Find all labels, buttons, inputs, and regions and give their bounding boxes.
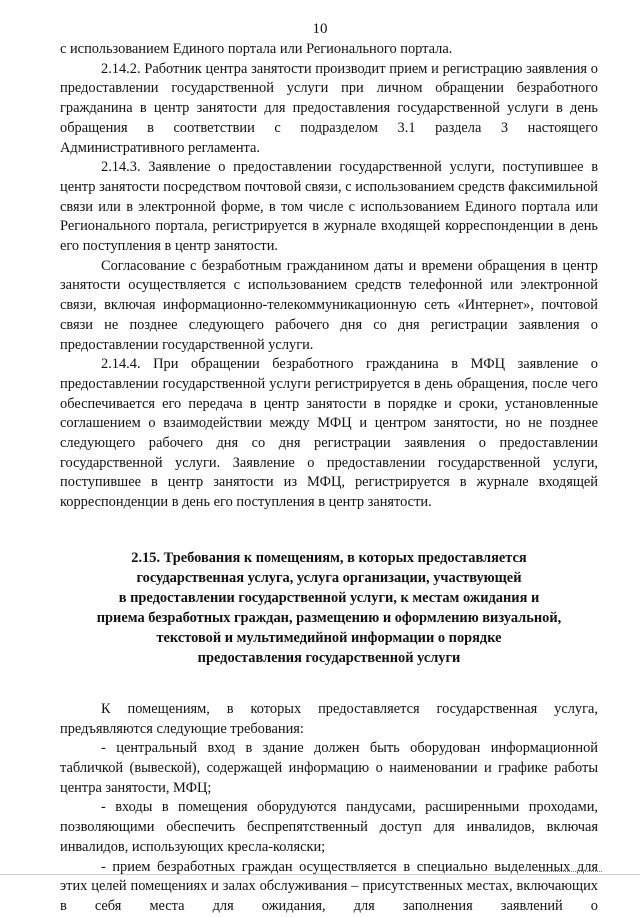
requirements-intro: К помещениям, в которых предоставляется государственная услуга, предъявляются следующие требования:	[60, 700, 598, 737]
requirement-item-entrance-sign: - центральный вход в здание должен быть оборудован информационной табличкой (вывеской), содержащей информацию о наименовании и графике работы центра занятости, МФЦ;	[60, 740, 598, 796]
document-body	[60, 40, 598, 917]
section-heading-line: текстовой и мультимедийной информации о порядке	[156, 629, 502, 646]
section-heading-2-15	[60, 548, 598, 668]
footer-stamp-mark	[540, 871, 602, 874]
paragraph-2-14-2: 2.14.2. Работник центра занятости производит прием и регистрацию заявления о предоставлении государственной услуги при личном обращении безработного гражданина в центр занятости для предоставления государственной услуги в день обращения в соответствии с подразделом 3.1 раздела 3 настоящего Административного регламента.	[60, 60, 598, 156]
paragraph-date-agreement: Согласование с безработным гражданином даты и времени обращения в центр занятости осуществляется с использованием средств телефонной или электронной связи, включая информационно-телекоммуникационную сеть «Интернет», почтовой связи не позднее следующего рабочего дня со дня регистрации заявления о предоставлении государственной услуги.	[60, 257, 598, 353]
paragraph-2-14-3: 2.14.3. Заявление о предоставлении государственной услуги, поступившее в центр занятости посредством почтовой связи, с использованием средств факсимильной связи или в электронной форме, в том числе с использованием Единого портала или Регионального портала, регистрируется в журнале входящей корреспонденции в день его поступления в центр занятости.	[60, 159, 598, 255]
paragraph-continuation: с использованием Единого портала или Регионального портала.	[60, 41, 453, 57]
requirement-item-ramps: - входы в помещения оборудуются пандусами, расширенными проходами, позволяющими обеспечить беспрепятственный доступ для инвалидов, включая инвалидов, использующих кресла-коляски;	[60, 799, 598, 855]
paragraph-2-14-4: 2.14.4. При обращении безработного гражданина в МФЦ заявление о предоставлении государственной услуги регистрируется в день обращения, после чего обеспечивается его передача в центр занятости в порядке и сроки, установленные соглашением о взаимодействии между МФЦ и центром занятости, но не позднее следующего рабочего дня со дня регистрации заявления о предоставлении государственной услуги. Заявление о предоставлении государственной услуги, поступившее в центр занятости из МФЦ, регистрируется в журнале входящей корреспонденции в день его поступления в центр занятости.	[60, 356, 598, 511]
section-heading-line: 2.15. Требования к помещениям, в которых предоставляется	[131, 549, 527, 566]
section-heading-line: в предоставлении государственной услуги, к местам ожидания и	[118, 589, 540, 606]
section-heading-line: государственная услуга, услуга организации, участвующей	[136, 569, 522, 586]
page-number: 10	[312, 21, 328, 37]
section-heading-line: приема безработных граждан, размещению и оформлению визуальной,	[96, 609, 562, 626]
footer-rule	[0, 874, 640, 875]
requirement-item-reception-areas: - прием безработных граждан осуществляется в специально выделенных для этих целей помещениях и залах обслуживания – присутственных местах, включающих в себя места для ожидания, для заполнения заявлений о	[60, 858, 598, 914]
section-heading-line: предоставления государственной услуги	[197, 649, 461, 666]
